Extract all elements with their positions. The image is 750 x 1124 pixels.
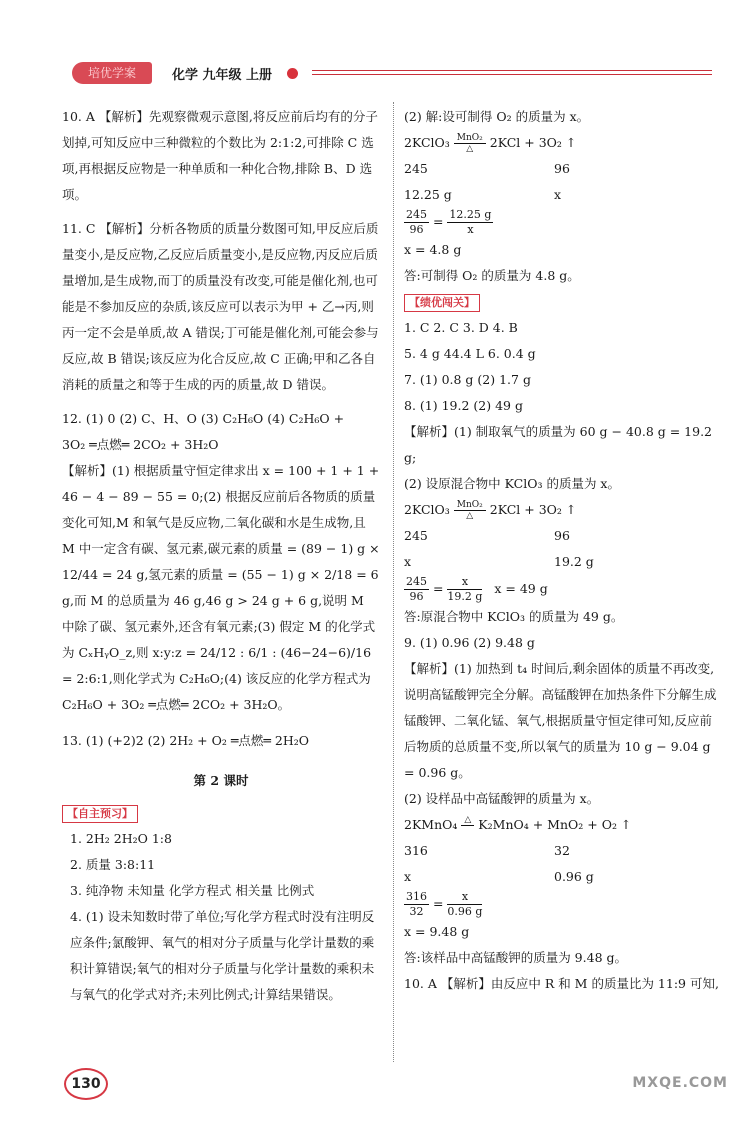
answer-10: 10. A 【解析】先观察微观示意图,将反应前后均有的分子划掉,可知反应中三种微粒的个数比为 2:1:2,可排除 C 选项,再根据反应物是一种单质和一种化合物,排除 B、D 选项。 — [62, 109, 378, 202]
heat-symbol: △ — [466, 511, 474, 521]
answer-9: 9. (1) 0.96 (2) 9.48 g — [404, 635, 535, 650]
answer-10-right: 10. A 【解析】由反应中 R 和 M 的质量比为 11:9 可知, — [404, 976, 719, 991]
heat-symbol: △ — [461, 815, 474, 826]
header-dot-icon — [287, 68, 298, 79]
mass-row — [404, 864, 720, 890]
answer-1-4: 1. C 2. C 3. D 4. B — [404, 320, 518, 335]
watermark: MXQE.COM — [632, 1075, 728, 1091]
answer-13: 13. (1) (+2)2 (2) 2H₂ + O₂ ═点燃═ 2H₂O — [62, 733, 309, 748]
mass-row — [404, 549, 720, 575]
mass-row — [404, 156, 720, 182]
answer-8: 8. (1) 19.2 (2) 49 g — [404, 398, 523, 413]
section-preview: 【自主预习】 — [62, 805, 138, 823]
eq-reactant: 2KMnO₄ — [404, 817, 458, 832]
answer-5-6: 5. 4 g 44.4 L 6. 0.4 g — [404, 346, 536, 361]
mass-value: 19.2 g — [554, 554, 594, 569]
header-rule — [312, 74, 712, 75]
equation-kclo3-2 — [404, 497, 720, 523]
mass-value: 12.25 g — [404, 187, 452, 202]
equation-kclo3 — [404, 130, 720, 156]
mass-value: x — [404, 869, 412, 884]
eq-products: K₂MnO₄ + MnO₂ + O₂ ↑ — [478, 817, 632, 832]
page-header — [62, 58, 712, 88]
eq-products: 2KCl + 3O₂ ↑ — [489, 135, 577, 150]
mass-row — [404, 523, 720, 549]
preview-2: 2. 质量 3:8:11 — [70, 857, 156, 872]
solution-intro: (2) 解:设可制得 O₂ 的质量为 x。 — [404, 109, 590, 124]
page-number: 130 — [64, 1068, 108, 1100]
fraction: $\frac{245}{96}$ — [406, 208, 427, 236]
mass-row — [404, 838, 720, 864]
mass-value: x — [554, 187, 562, 202]
catalyst-label: MnO₂ — [454, 500, 486, 511]
mass-value: 245 — [404, 528, 428, 543]
answer-statement-3: 答:该样品中高锰酸钾的质量为 9.48 g。 — [404, 950, 627, 965]
equation-kmno4 — [404, 812, 720, 838]
eq-reactant: 2KClO₃ — [404, 502, 450, 517]
fraction: $\frac{x}{19.2 g}$ — [447, 575, 483, 603]
preview-1: 1. 2H₂ 2H₂O 1:8 — [70, 831, 172, 846]
right-column — [404, 104, 720, 997]
lesson-title: 第 2 课时 — [193, 773, 249, 788]
mass-value: 32 — [554, 843, 570, 858]
fraction: $\frac{316}{32}$ — [406, 890, 427, 918]
answer-8-analysis: 【解析】(1) 制取氧气的质量为 60 g − 40.8 g = 19.2 g; — [404, 424, 713, 465]
answer-9-analysis: 【解析】(1) 加热到 t₄ 时间后,剩余固体的质量不再改变,说明高锰酸钾完全分解。高锰酸钾在加热条件下分解生成锰酸钾、二氧化锰、氧气,根据质量守恒定律可知,反应前后物质的总质量不变,所以氧气的质量为 10 g − 9.04 g = 0.96 g。 — [404, 661, 717, 780]
header-title: 化学 九年级 上册 — [172, 68, 273, 83]
series-tag: 培优学案 — [72, 62, 152, 84]
preview-3: 3. 纯净物 未知量 化学方程式 相关量 比例式 — [70, 883, 315, 898]
answer-8-setup: (2) 设原混合物中 KClO₃ 的质量为 x。 — [404, 476, 620, 491]
answer-9-setup: (2) 设样品中高锰酸钾的质量为 x。 — [404, 791, 600, 806]
answer-12-equation: 3O₂ ═点燃═ 2CO₂ + 3H₂O — [62, 437, 219, 452]
result-1: x = 4.8 g — [404, 242, 462, 257]
answer-11: 11. C 【解析】分析各物质的质量分数图可知,甲反应后质量变小,是反应物,乙反应后质量变小,是反应物,丙反应后质量增加,是生成物,而丁的质量没有改变,可能是催化剂,也可能是不参加反应的杂质,该反应可以表示为甲 + 乙→丙,则丙一定不会是单质,故 A 错误;丁可能是催化剂,可能会参与反应,故 B 错误;该反应为化合反应,故 C 正确;甲和乙各自消耗的质量之和等于生成的丙的质量,故 D 错误。 — [62, 221, 379, 392]
header-rule — [312, 70, 712, 71]
mass-value: 0.96 g — [554, 869, 594, 884]
reaction-arrow — [454, 133, 486, 154]
proportion-1: $\frac{245}{96}$ = $\frac{12.25 g}{x}$ — [406, 208, 492, 236]
mass-value: 96 — [554, 528, 570, 543]
section-advanced: 【绩优闯关】 — [404, 294, 480, 312]
preview-4: 4. (1) 设未知数时带了单位;写化学方程式时没有注明反应条件;氯酸钾、氧气的相对分子质量与化学计量数的乘积计算错误;氧气的相对分子质量与化学计量数的乘积未与氧气的化学式对齐;未列比例式;计算结果错误。 — [70, 909, 375, 1002]
left-column — [62, 104, 380, 1008]
proportion-3: $\frac{316}{32}$ = $\frac{x}{0.96 g}$ — [406, 890, 483, 918]
proportion-2: $\frac{245}{96}$ = $\frac{x}{19.2 g}$ x = 49 g — [406, 575, 548, 603]
fraction: $\frac{x}{0.96 g}$ — [447, 890, 483, 918]
answer-12-analysis: 【解析】(1) 根据质量守恒定律求出 x = 100 + 1 + 1 + 46 − 4 − 89 − 55 = 0;(2) 根据反应前后各物质的质量变化可知,M 和氧气是反应物,二氧化碳和水是生成物,且 M 中一定含有碳、氢元素,碳元素的质量 = (89 − 1) g × 12/44 = 24 g,氢元素的质量 = (55 − 1) g × 2/18 = 6 g,而 M 的总质量为 46 g,46 g > 24 g + 6 g,说明 M 中除了碳、氢元素外,还含有氧元素;(3) 假定 M 的化学式为 CₓHᵧO_z,则 x:y:z = 24/12 : 6/1 : (46−24−6)/16 = 2:6:1,则化学式为 C₂H₆O;(4) 该反应的化学方程式为 C₂H₆O + 3O₂ ═点燃═ 2CO₂ + 3H₂O。 — [62, 463, 380, 712]
heat-symbol: △ — [466, 144, 474, 154]
fraction: $\frac{12.25 g}{x}$ — [449, 208, 492, 236]
answer-statement-2: 答:原混合物中 KClO₃ 的质量为 49 g。 — [404, 609, 624, 624]
reaction-arrow — [461, 815, 474, 836]
mass-row — [404, 182, 720, 208]
answer-12-head: 12. (1) 0 (2) C、H、O (3) C₂H₆O (4) C₂H₆O + — [62, 411, 345, 426]
mass-value: 96 — [554, 161, 570, 176]
fraction: $\frac{245}{96}$ — [406, 575, 427, 603]
mass-value: x — [404, 554, 412, 569]
reaction-arrow — [454, 500, 486, 521]
result-2: x = 49 g — [494, 581, 548, 596]
catalyst-label: MnO₂ — [454, 133, 486, 144]
eq-products: 2KCl + 3O₂ ↑ — [489, 502, 577, 517]
eq-reactant: 2KClO₃ — [404, 135, 450, 150]
mass-value: 245 — [404, 161, 428, 176]
column-divider — [393, 102, 394, 1062]
answer-statement-1: 答:可制得 O₂ 的质量为 4.8 g。 — [404, 268, 580, 283]
answer-7: 7. (1) 0.8 g (2) 1.7 g — [404, 372, 531, 387]
mass-value: 316 — [404, 843, 428, 858]
result-3: x = 9.48 g — [404, 924, 470, 939]
